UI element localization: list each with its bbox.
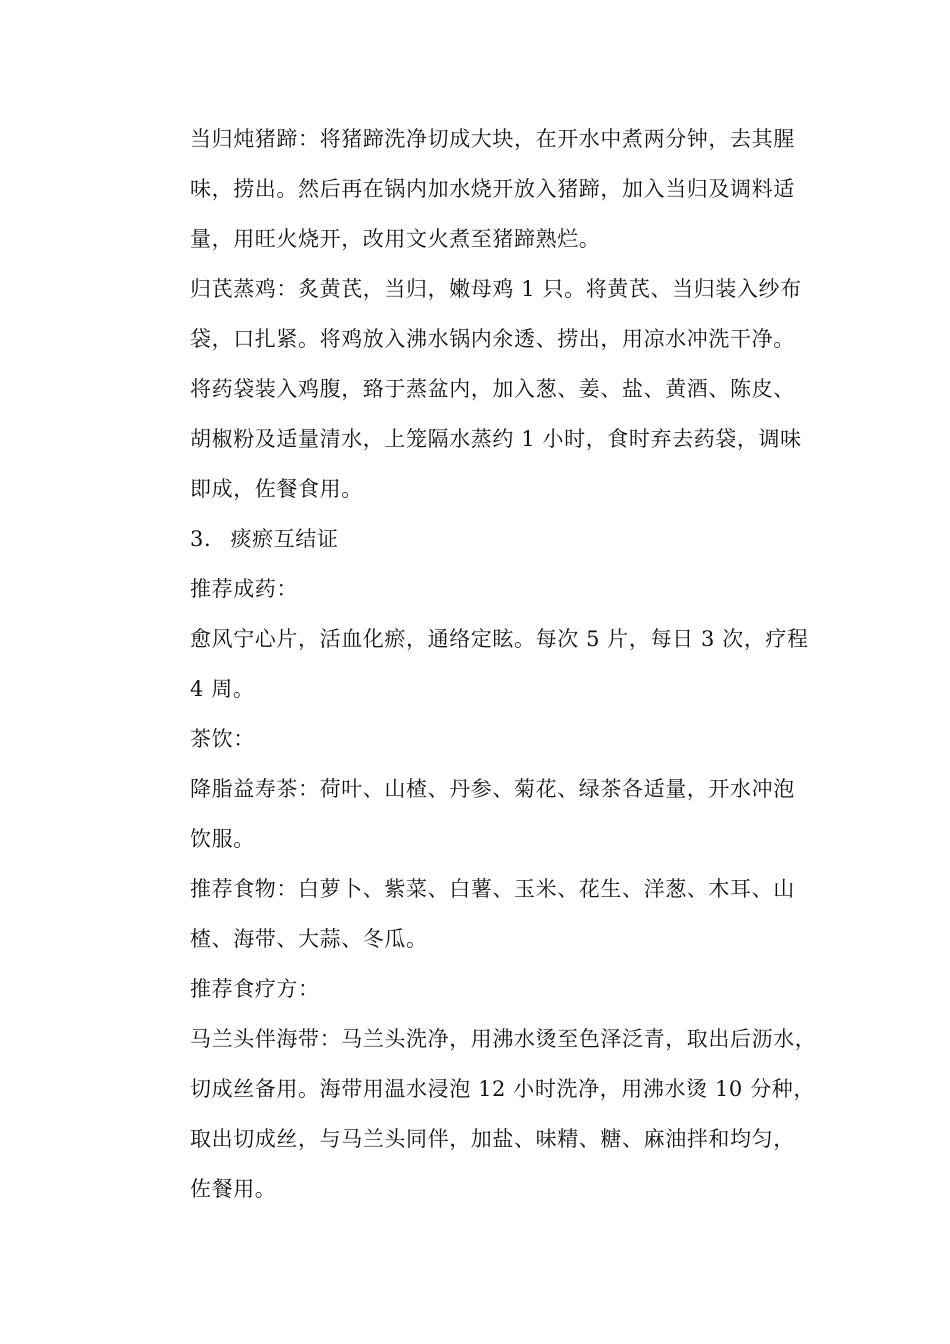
text-line: 推荐成药：: [190, 577, 298, 601]
text-line: 将药袋装入鸡腹，臵于蒸盆内，加入葱、姜、盐、黄酒、陈皮、: [190, 377, 795, 401]
text-line: 推荐食物：白萝卜、紫菜、白薯、玉米、花生、洋葱、木耳、山: [190, 877, 795, 901]
text-line: 切成丝备用。海带用温水浸泡 12 小时洗净，用沸水烫 10 分种，: [190, 1077, 815, 1101]
text-line: 取出切成丝，与马兰头同伴，加盐、味精、糖、麻油拌和均匀，: [190, 1127, 795, 1151]
document-body: [190, 114, 830, 1214]
text-line: 饮服。: [190, 827, 255, 851]
text-line: 量，用旺火烧开，改用文火煮至猪蹄熟烂。: [190, 227, 601, 251]
text-line: 楂、海带、大蒜、冬瓜。: [190, 927, 428, 951]
text-line: 茶饮：: [190, 727, 255, 751]
text-line: 4 周。: [190, 677, 255, 701]
text-line: 降脂益寿茶：荷叶、山楂、丹参、菊花、绿茶各适量，开水冲泡: [190, 777, 795, 801]
text-line: 推荐食疗方：: [190, 977, 320, 1001]
text-line: 佐餐用。: [190, 1177, 277, 1201]
section-heading: 3. 痰瘀互结证: [190, 527, 339, 551]
text-line: 胡椒粉及适量清水，上笼隔水蒸约 1 小时，食时弃去药袋，调味: [190, 427, 802, 451]
text-line: 袋，口扎紧。将鸡放入沸水锅内氽透、捞出，用凉水冲洗干净。: [190, 327, 795, 351]
text-line: 马兰头伴海带：马兰头洗净，用沸水烫至色泽泛青，取出后沥水，: [190, 1027, 817, 1051]
text-line: 愈风宁心片，活血化瘀，通络定眩。每次 5 片，每日 3 次，疗程: [190, 627, 809, 651]
text-line: 归芪蒸鸡：炙黄芪，当归，嫩母鸡 1 只。将黄芪、当归装入纱布: [190, 277, 802, 301]
text-line: 味，捞出。然后再在锅内加水烧开放入猪蹄，加入当归及调料适: [190, 177, 795, 201]
text-line: 即成，佐餐食用。: [190, 477, 363, 501]
text-line: 当归炖猪蹄：将猪蹄洗净切成大块，在开水中煮两分钟，去其腥: [190, 127, 795, 151]
